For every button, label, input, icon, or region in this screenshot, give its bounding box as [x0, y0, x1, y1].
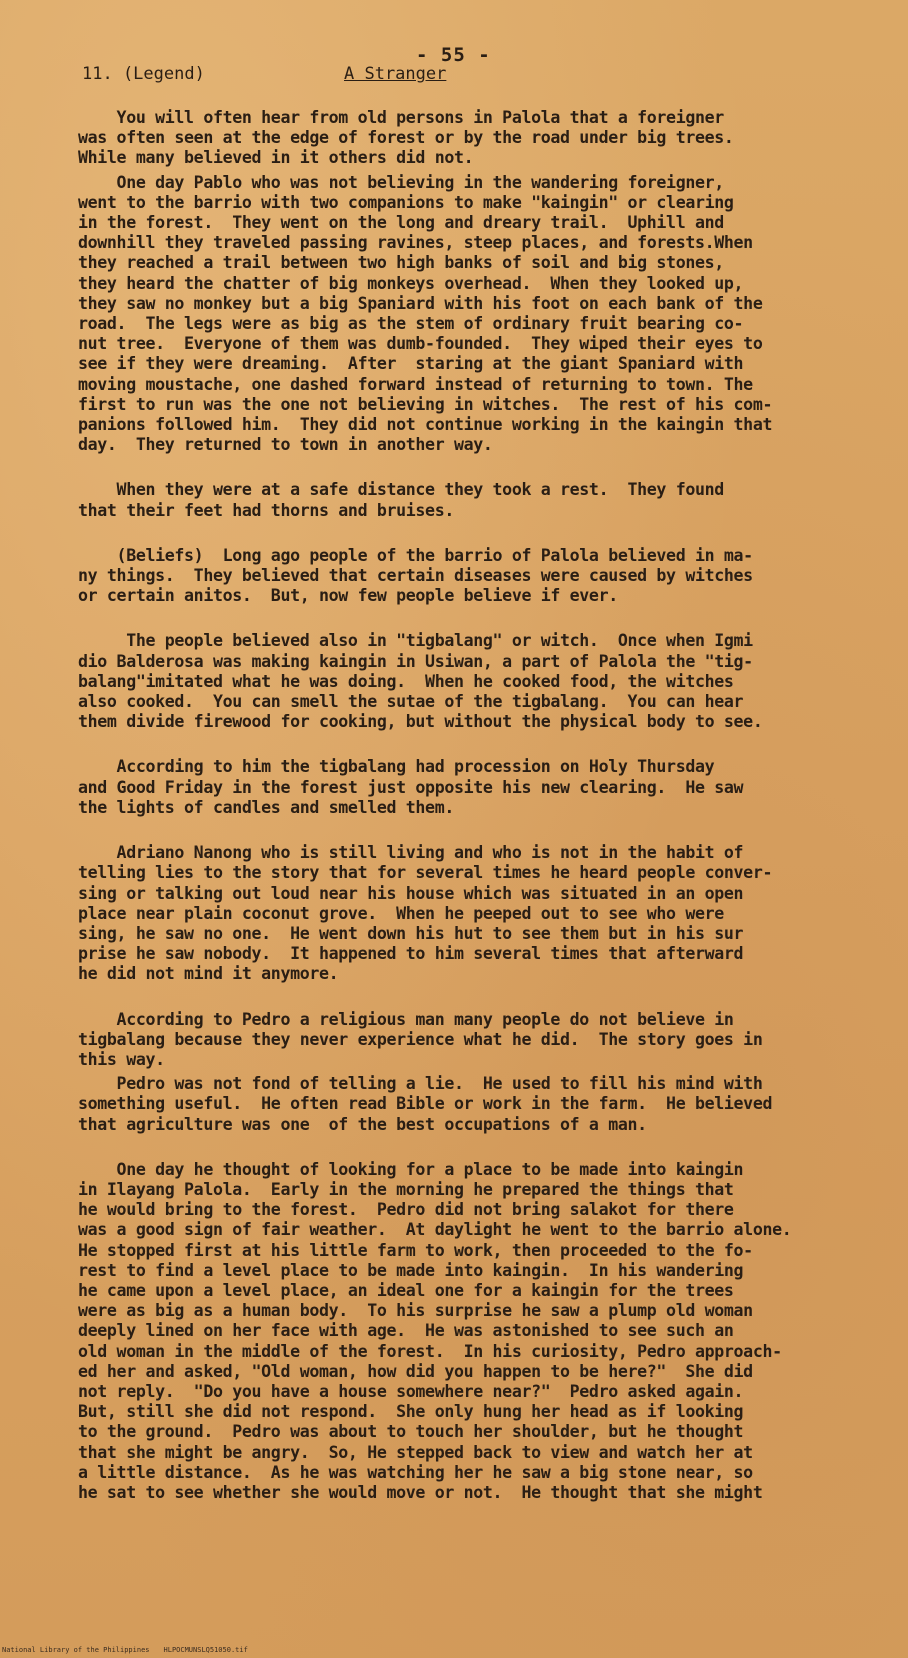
section-label: 11. (Legend) — [82, 64, 205, 84]
text-line: was a good sign of fair weather. At daylight he went to the barrio alone. — [78, 1220, 792, 1240]
paragraph-3 — [78, 480, 878, 520]
text-line: and Good Friday in the forest just opposite his new clearing. He saw — [78, 777, 744, 797]
text-line: sing, he saw no one. He went down his hut to see them but in his sur — [78, 923, 744, 943]
story-title: A Stranger — [344, 64, 447, 84]
text-line: telling lies to the story that for several times he heard people conver- — [78, 863, 773, 883]
text-line: rest to find a level place to be made into kaingin. In his wandering — [78, 1260, 744, 1280]
text-line: that their feet had thorns and bruises. — [78, 500, 454, 520]
text-line: According to him the tigbalang had procession on Holy Thursday — [78, 757, 715, 777]
text-line: they saw no monkey but a big Spaniard with his foot on each bank of the — [78, 293, 763, 313]
text-line: was often seen at the edge of forest or by the road under big trees. — [78, 128, 734, 148]
text-line: balang"imitated what he was doing. When he cooked food, the witches — [78, 671, 734, 691]
paragraph-10 — [78, 1160, 878, 1503]
text-line: But, still she did not respond. She only hung her head as if looking — [78, 1402, 744, 1422]
text-line: in the forest. They went on the long and dreary trail. Uphill and — [78, 213, 724, 233]
text-line: to the ground. Pedro was about to touch her shoulder, but he thought — [78, 1422, 744, 1442]
paragraph-8 — [78, 1010, 878, 1071]
text-line: a little distance. As he was watching her he saw a big stone near, so — [78, 1462, 753, 1482]
text-line: were as big as a human body. To his surprise he saw a plump old woman — [78, 1301, 753, 1321]
text-line: something useful. He often read Bible or work in the farm. He believed — [78, 1094, 773, 1114]
text-line: first to run was the one not believing in witches. The rest of his com- — [78, 394, 773, 414]
text-line: When they were at a safe distance they took a rest. They found — [78, 480, 724, 500]
text-line: deeply lined on her face with age. He was astonished to see such an — [78, 1321, 734, 1341]
text-line: he would bring to the forest. Pedro did not bring salakot for there — [78, 1200, 734, 1220]
text-line: they heard the chatter of big monkeys overhead. When they looked up, — [78, 273, 744, 293]
text-line: this way. — [78, 1049, 165, 1069]
text-line: them divide firewood for cooking, but without the physical body to see. — [78, 712, 763, 732]
text-line: downhill they traveled passing ravines, steep places, and forests.When — [78, 233, 753, 253]
scan-footer — [2, 1646, 262, 1654]
paragraph-9 — [78, 1074, 878, 1135]
body-text — [78, 108, 878, 1503]
text-line: dio Balderosa was making kaingin in Usiwan, a part of Palola the "tig- — [78, 651, 753, 671]
text-line: place near plain coconut grove. When he peeped out to see who were — [78, 903, 724, 923]
text-line: One day he thought of looking for a place to be made into kaingin — [78, 1159, 744, 1179]
paragraph-4 — [78, 546, 878, 607]
text-line: road. The legs were as big as the stem of ordinary fruit bearing co- — [78, 314, 744, 334]
text-line: panions followed him. They did not continue working in the kaingin that — [78, 415, 773, 435]
text-line: He stopped first at his little farm to work, then proceeded to the fo- — [78, 1240, 753, 1260]
text-line: also cooked. You can smell the sutae of the tigbalang. You can hear — [78, 692, 744, 712]
paragraph-7 — [78, 843, 878, 984]
text-line: One day Pablo who was not believing in the wandering foreigner, — [78, 172, 724, 192]
text-line: According to Pedro a religious man many people do not believe in — [78, 1009, 734, 1029]
text-line: old woman in the middle of the forest. In his curiosity, Pedro approach- — [78, 1341, 782, 1361]
text-line: he did not mind it anymore. — [78, 964, 339, 984]
text-line: he came upon a level place, an ideal one for a kaingin for the trees — [78, 1280, 734, 1300]
text-line: prise he saw nobody. It happened to him several times that afterward — [78, 944, 744, 964]
text-line: he sat to see whether she would move or not. He thought that she might — [78, 1482, 763, 1502]
text-line: tigbalang because they never experience what he did. The story goes in — [78, 1029, 763, 1049]
text-line: the lights of candles and smelled them. — [78, 797, 454, 817]
footer-file-id: HLPOCMUNSLQ51050.tif — [163, 1646, 248, 1654]
text-line: ny things. They believed that certain diseases were caused by witches — [78, 566, 753, 586]
text-line: Pedro was not fond of telling a lie. He used to fill his mind with — [78, 1074, 763, 1094]
text-line: in Ilayang Palola. Early in the morning he prepared the things that — [78, 1179, 734, 1199]
text-line: ed her and asked, "Old woman, how did you happen to be here?" She did — [78, 1361, 753, 1381]
paragraph-1 — [78, 108, 878, 169]
text-line: that she might be angry. So, He stepped back to view and watch her at — [78, 1442, 753, 1462]
text-line: While many believed in it others did not. — [78, 148, 474, 168]
text-line: nut tree. Everyone of them was dumb-founded. They wiped their eyes to — [78, 334, 763, 354]
text-line: or certain anitos. But, now few people believe if ever. — [78, 586, 618, 606]
text-line: The people believed also in "tigbalang" or witch. Once when Igmi — [78, 631, 753, 651]
paragraph-2 — [78, 173, 878, 456]
text-line: see if they were dreaming. After staring at the giant Spaniard with — [78, 354, 744, 374]
text-line: You will often hear from old persons in Palola that a foreigner — [78, 108, 724, 127]
text-line: Adriano Nanong who is still living and who is not in the habit of — [78, 843, 744, 863]
text-line: went to the barrio with two companions to make "kaingin" or clearing — [78, 192, 734, 212]
text-line: that agriculture was one of the best occupations of a man. — [78, 1114, 647, 1134]
text-line: they reached a trail between two high banks of soil and big stones, — [78, 253, 724, 273]
page-number: - 55 - — [416, 44, 491, 66]
text-line: moving moustache, one dashed forward instead of returning to town. The — [78, 374, 753, 394]
footer-institution: National Library of the Philippines — [2, 1646, 150, 1654]
paragraph-6 — [78, 757, 878, 818]
text-line: sing or talking out loud near his house which was situated in an open — [78, 883, 744, 903]
text-line: not reply. "Do you have a house somewhere near?" Pedro asked again. — [78, 1381, 744, 1401]
text-line: (Beliefs) Long ago people of the barrio of Palola believed in ma- — [78, 545, 753, 565]
text-line: day. They returned to town in another way. — [78, 435, 493, 455]
paragraph-5 — [78, 631, 878, 732]
